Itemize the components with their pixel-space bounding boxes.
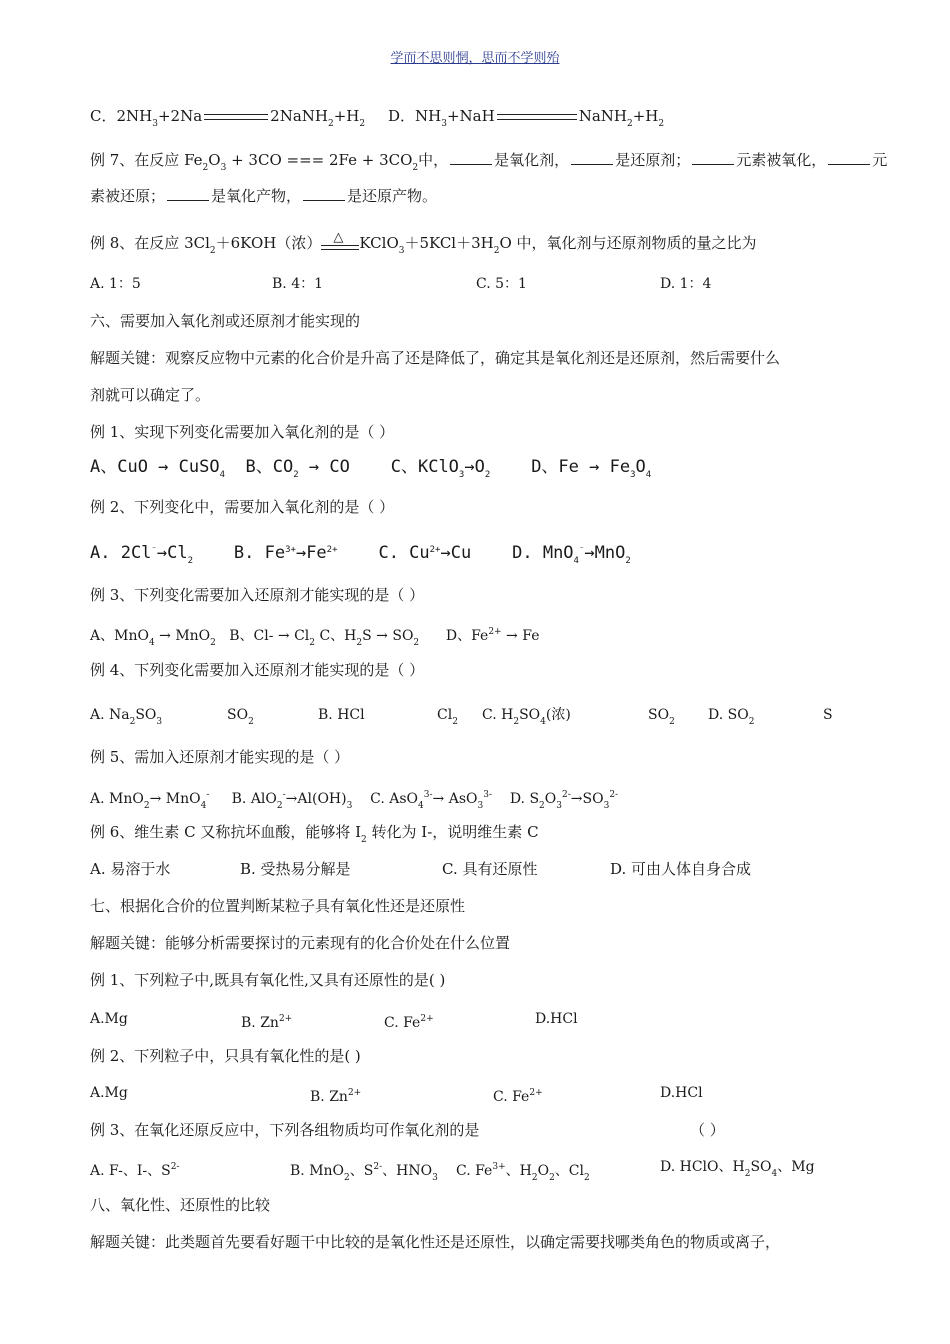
s7-q3-option-b: B. MnO$_2$、$S^{2-}$、$HNO_3$ <box>290 1162 438 1183</box>
option-c-prev: C．$2NH_3+2Na$ $2NaNH_2+H_2$ <box>90 107 366 129</box>
s6-q4-option-d-product: S <box>823 707 833 723</box>
s6-q4-option-a: A. $Na_2SO_3$ <box>90 707 163 727</box>
s7-q3-option-a: A. F-、I-、$S^{2-}$ <box>90 1162 180 1179</box>
s7-q2-option-b: B. $Zn^{2+}$ <box>310 1088 362 1105</box>
s7-question-2: 例 2、下列粒子中，只具有氧化性的是( ) <box>90 1047 361 1065</box>
s6-q6-option-c: C. 具有还原性 <box>442 860 538 878</box>
s7-question-1: 例 1、下列粒子中,既具有氧化性,又具有还原性的是( ) <box>90 971 446 989</box>
s6-q4-option-b: B. HCl <box>318 707 365 723</box>
s6-q4-option-c-product: $SO_2$ <box>648 707 675 727</box>
s6-question-4: 例 4、下列变化需要加入还原剂才能实现的是（ ） <box>90 661 425 679</box>
s6-q4-option-a-product: $SO_2$ <box>227 707 254 727</box>
s6-question-6: 例 6、维生素 C 又称抗坏血酸，能够将 $I_2$ 转化为 I-，说明维生素 C <box>90 823 539 845</box>
s6-q4-option-d: D. $SO_2$ <box>708 707 755 727</box>
s7-q2-option-d: D.HCl <box>660 1085 703 1101</box>
s7-q2-option-a: A.Mg <box>90 1085 128 1101</box>
section-8-key: 解题关键：此类题首先要看好题干中比较的是氧化性还是还原性，以确定需要找哪类角色的物质或离子， <box>90 1233 781 1251</box>
s6-q6-option-a: A. 易溶于水 <box>90 860 171 878</box>
section-8-title: 八、氧化性、还原性的比较 <box>90 1196 271 1214</box>
s7-q1-option-c: C. $Fe^{2+}$ <box>384 1014 434 1031</box>
example-8-option-b: B. 4：1 <box>272 276 324 292</box>
example-8-option-a: A. 1：5 <box>90 276 141 292</box>
s7-q1-option-b: B. $Zn^{2+}$ <box>241 1014 293 1031</box>
option-d-prev: D．$NH_3+NaH$ $NaNH_2+H_2$ <box>388 107 665 129</box>
s6-q4-option-b-product: $Cl_2$ <box>437 707 458 727</box>
s6-question-3: 例 3、下列变化需要加入还原剂才能实现的是（ ） <box>90 586 425 604</box>
s7-q1-option-a: A.Mg <box>90 1011 128 1027</box>
section-6-title: 六、需要加入氧化剂或还原剂才能实现的 <box>90 312 361 330</box>
s6-question-5: 例 5、需加入还原剂才能实现的是（ ） <box>90 748 350 766</box>
section-6-key-2: 剂就可以确定了。 <box>90 386 211 404</box>
page-header: 学而不思则惘，思而不学则殆 <box>390 51 560 66</box>
s6-question-3-options: A、MnO$_4$ → MnO$_2$ B、$Cl- \to Cl_2$ C、$H_2S \to SO_2$ D、$Fe^{2+} \to Fe$ <box>90 627 540 648</box>
section-7-title: 七、根据化合价的位置判断某粒子具有氧化性还是还原性 <box>90 897 466 915</box>
s7-q2-option-c: C. $Fe^{2+}$ <box>493 1088 543 1105</box>
s7-q3-option-d: D. HClO、$H_2SO_4$、Mg <box>660 1159 815 1179</box>
example-7-line-2: 素被还原； 是氧化产物， 是还原产物。 <box>90 187 438 205</box>
section-6-key-1: 解题关键：观察反应物中元素的化合价是升高了还是降低了，确定其是氧化剂还是还原剂，然后需要什么 <box>90 349 781 367</box>
example-7-line-1: 例 7、在反应 $Fe_2O_3 + 3CO$ === $2Fe + 3CO_2$中， 是氧化剂， 是还原剂； 元素被氧化， 元 <box>90 151 888 173</box>
s6-question-1-options: A、CuO → CuSO$_4$ B、$CO_2$ → CO C、$KClO_3\to O_2$ D、$Fe \to Fe_3O_4$ <box>90 457 652 480</box>
example-8-stem: 例 8、在反应 $3Cl_2+6KOH$（浓） △ $KClO_3+5KCl+3H_2O$ 中，氧化剂与还原剂物质的量之比为 <box>90 230 757 256</box>
s6-q6-option-d: D. 可由人体自身合成 <box>610 860 752 878</box>
s6-q6-option-b: B. 受热易分解是 <box>240 860 351 878</box>
s7-question-3: 例 3、在氧化还原反应中，下列各组物质均可作氧化剂的是 <box>90 1121 480 1139</box>
example-8-option-d: D. 1：4 <box>660 276 712 292</box>
s7-q1-option-d: D.HCl <box>535 1011 578 1027</box>
heat-symbol-icon: △ <box>321 234 359 254</box>
s7-q3-option-c: C. $Fe^{3+}$、$H_2O_2$、$Cl_2$ <box>456 1162 590 1183</box>
s6-question-5-options: A. MnO$_2$→ MnO$_4$- B. $AlO_2^-\to Al(OH)_3$ C. AsO$_4^{3-}$→ AsO$_3^{3-}$ D. $S_2O_3^{2-}\to SO_3^{2-}$ <box>90 790 619 811</box>
example-8-option-c: C. 5：1 <box>476 276 527 292</box>
s6-question-2-options: A. $2Cl^{^-}\to Cl_2$ B. $Fe^{3+}\to Fe^{2+}$ C. $Cu^{2+}\to Cu$ D. MnO$_4$⁻→MnO$_2$ <box>90 543 631 566</box>
s6-q4-option-c: C. $H_2SO_4$(浓) <box>482 707 571 727</box>
s6-question-1: 例 1、实现下列变化需要加入氧化剂的是（ ） <box>90 423 395 441</box>
s7-question-3-paren: （ ） <box>690 1121 725 1139</box>
section-7-key: 解题关键：能够分析需要探讨的元素现有的化合价处在什么位置 <box>90 934 511 952</box>
s6-question-2: 例 2、下列变化中，需要加入氧化剂的是（ ） <box>90 498 395 516</box>
